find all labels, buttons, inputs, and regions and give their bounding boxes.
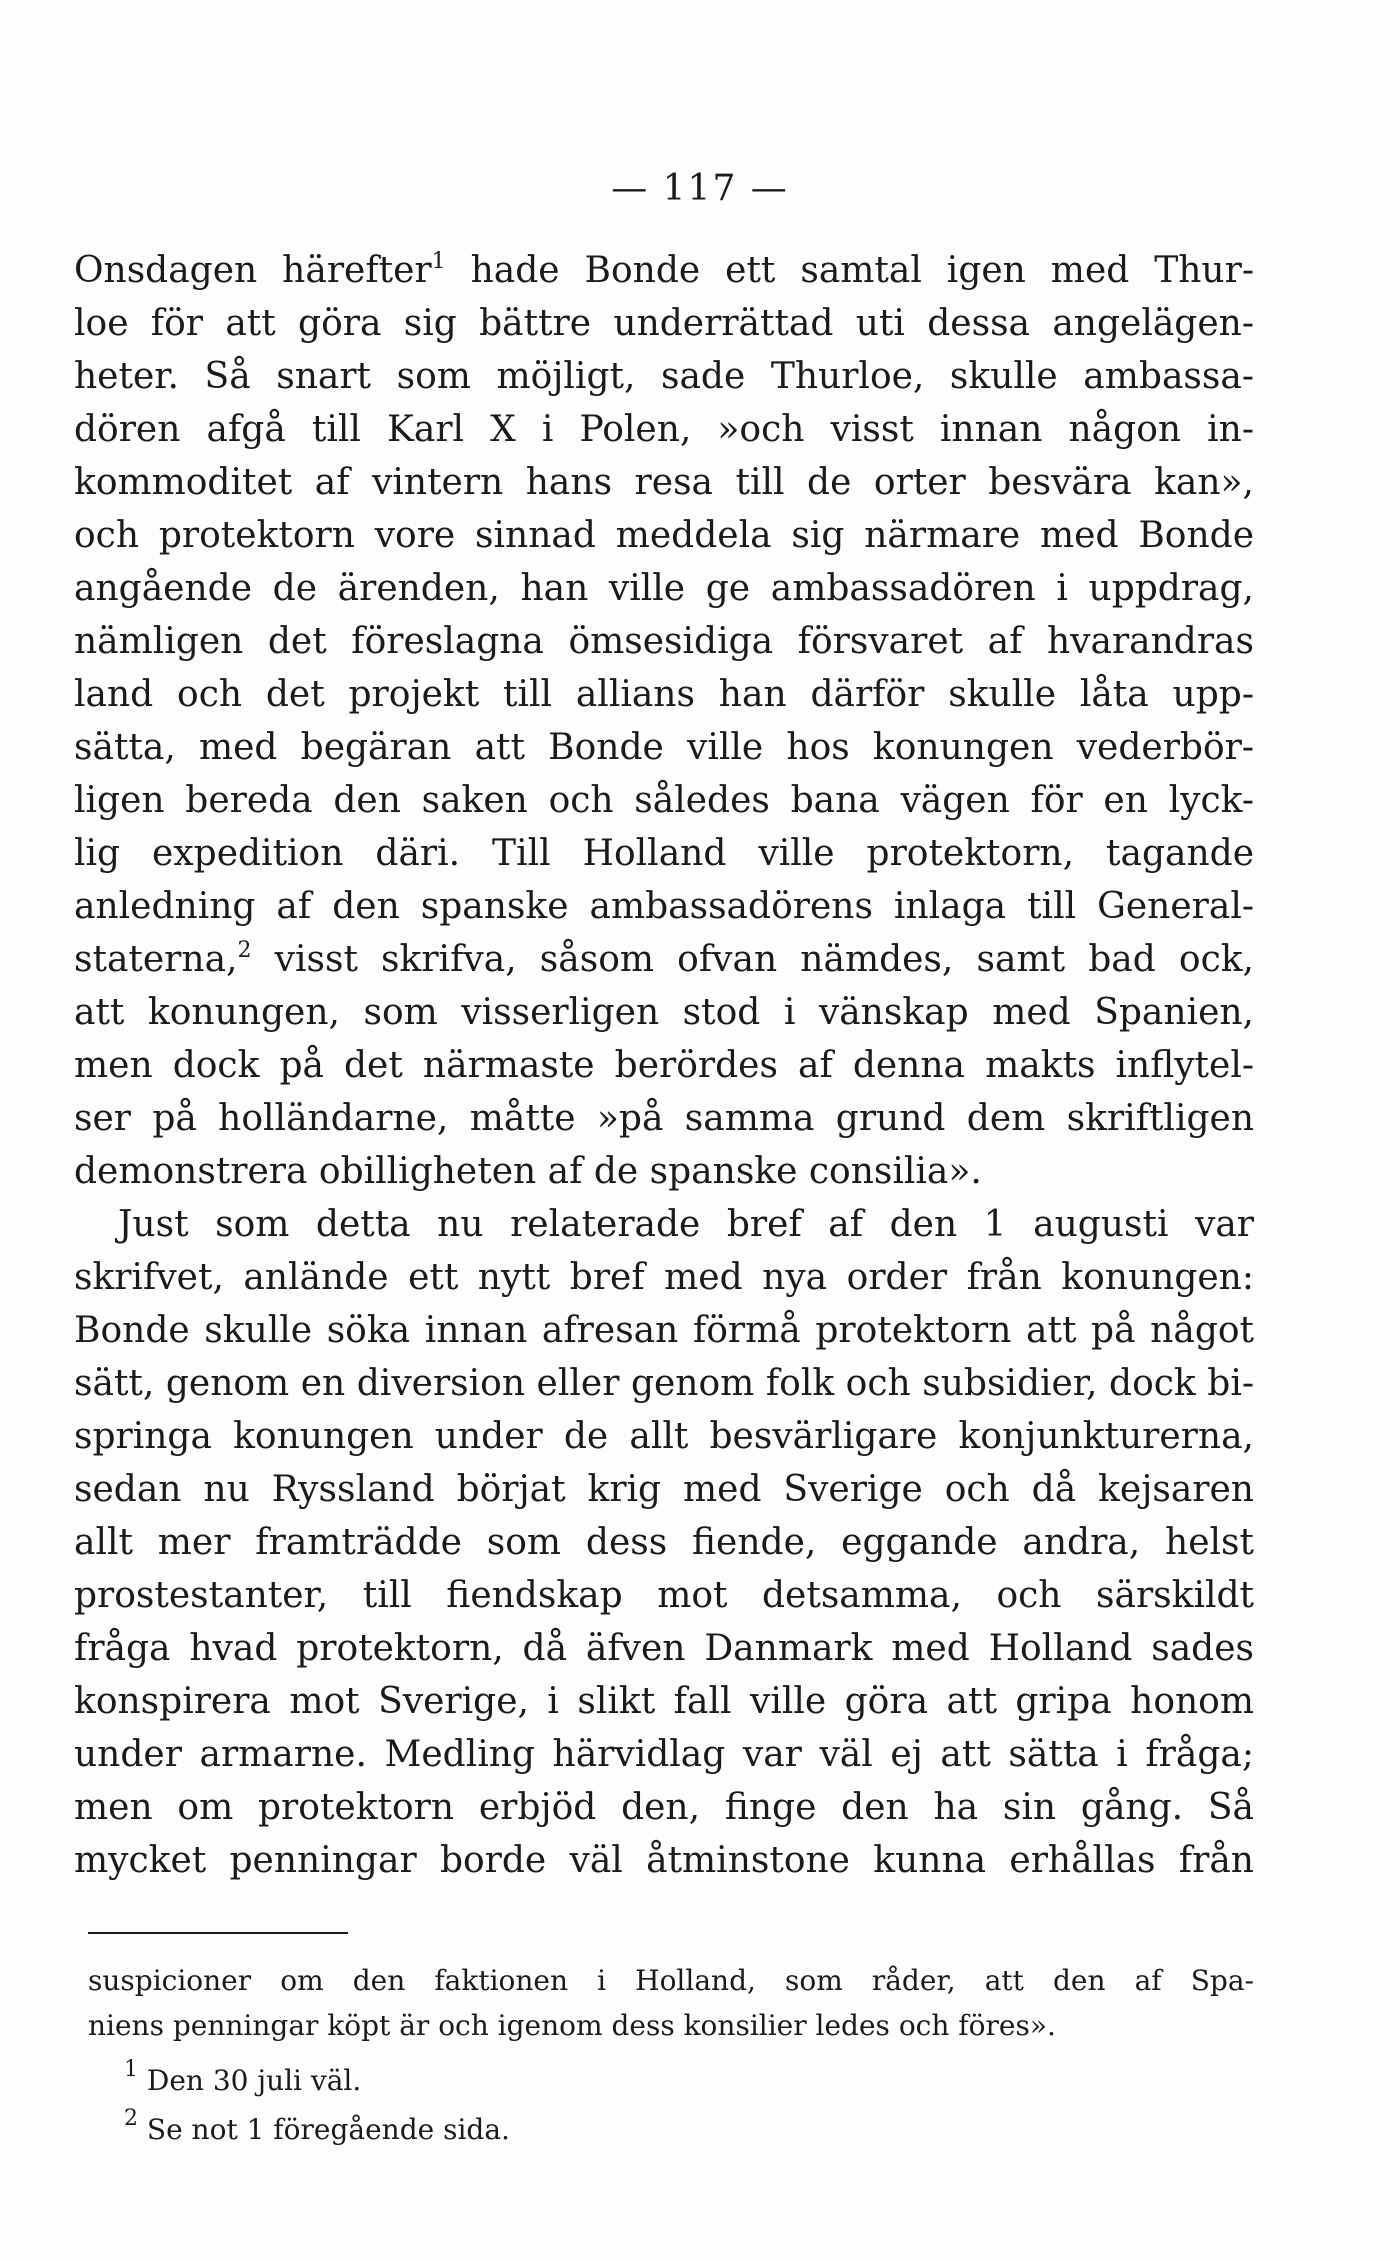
- footnote-text: Se not 1 föregående sida.: [138, 2113, 510, 2146]
- main-text: [74, 244, 1254, 1887]
- footnote-continuation-line: suspicioner om den faktionen i Holland, som råder, att den af Spa-: [88, 1964, 1254, 1997]
- page-number: — 117 —: [611, 168, 789, 209]
- text-line: [74, 1569, 1254, 1622]
- text-line: [74, 562, 1254, 615]
- footnote-reference: 2: [237, 938, 252, 963]
- text-line: [74, 721, 1254, 774]
- text-line: [74, 1622, 1254, 1675]
- text-line-content: fråga hvad protektorn, då äfven Danmark med Holland sades: [74, 1628, 1254, 1669]
- footnote-mark: 1: [124, 2057, 138, 2082]
- text-line-content: konspirera mot Sverige, i slikt fall ville göra att gripa honom: [74, 1681, 1254, 1722]
- text-line: [74, 1092, 1254, 1145]
- footnote-text: Den 30 juli väl.: [138, 2064, 362, 2097]
- text-line-content: hade Bonde ett samtal igen med Thur-: [445, 250, 1254, 291]
- text-line-content: sedan nu Ryssland börjat krig med Sverige och då kejsaren: [74, 1469, 1254, 1510]
- text-line: [74, 244, 1254, 297]
- text-line-content: Onsdagen härefter: [74, 250, 432, 291]
- text-line-content: anledning af den spanske ambassadörens inlaga till General-: [74, 886, 1254, 927]
- text-line: [74, 986, 1254, 1039]
- text-line-content: mycket penningar borde väl åtminstone kunna erhållas från: [74, 1840, 1254, 1881]
- text-line-content: under armarne. Medling härvidlag var väl ej att sätta i fråga;: [74, 1734, 1254, 1775]
- text-line-content: Just som detta nu relaterade bref af den 1 augusti var: [118, 1204, 1254, 1245]
- text-line: [74, 827, 1254, 880]
- text-line: [74, 1728, 1254, 1781]
- text-line: [74, 1304, 1254, 1357]
- text-line: [74, 880, 1254, 933]
- text-line: [74, 350, 1254, 403]
- text-line-content: prostestanter, till fiendskap mot detsamma, och särskildt: [74, 1575, 1254, 1616]
- text-line: [74, 933, 1254, 986]
- text-line: [74, 1516, 1254, 1569]
- footnote-continuation-line: niens penningar köpt är och igenom dess konsilier ledes och föres».: [88, 2009, 1056, 2042]
- text-line-content: nämligen det föreslagna ömsesidiga försvaret af hvarandras: [74, 621, 1254, 662]
- text-line-content: sätta, med begäran att Bonde ville hos konungen vederbör-: [74, 727, 1254, 768]
- text-line: [74, 1675, 1254, 1728]
- text-line-content: ligen bereda den saken och således bana vägen för en lyck-: [74, 780, 1254, 821]
- text-line: [74, 1039, 1254, 1092]
- text-line-content: men om protektorn erbjöd den, finge den ha sin gång. Så: [74, 1787, 1254, 1828]
- text-line-content: skrifvet, anlände ett nytt bref med nya order från konungen:: [74, 1257, 1254, 1298]
- text-line: [74, 1781, 1254, 1834]
- text-line-content: ser på holländarne, måtte »på samma grund dem skriftligen: [74, 1098, 1254, 1139]
- text-line-content: sätt, genom en diversion eller genom folk och subsidier, dock bi-: [74, 1363, 1254, 1404]
- text-line-content: visst skrifva, såsom ofvan nämdes, samt bad ock,: [251, 939, 1254, 980]
- footnote-rule: [88, 1932, 348, 1934]
- text-line-content: staterna,: [74, 939, 238, 980]
- text-line-content: loe för att göra sig bättre underrättad uti dessa angelägen-: [74, 303, 1254, 344]
- footnote-mark: 2: [124, 2106, 138, 2131]
- text-line-content: Bonde skulle söka innan afresan förmå protektorn att på något: [74, 1310, 1254, 1351]
- text-line: [74, 1410, 1254, 1463]
- text-line: [74, 297, 1254, 350]
- text-line-content: kommoditet af vintern hans resa till de orter besvära kan»,: [74, 462, 1254, 503]
- text-line-content: lig expedition däri. Till Holland ville protektorn, tagande: [74, 833, 1254, 874]
- text-line: [74, 1145, 1254, 1198]
- text-line: [74, 509, 1254, 562]
- text-line: [74, 615, 1254, 668]
- footnote-2: [88, 2107, 1254, 2152]
- text-line: [74, 1834, 1254, 1887]
- text-line-content: demonstrera obilligheten af de spanske consilia».: [74, 1151, 982, 1192]
- text-line-content: heter. Så snart som möjligt, sade Thurloe, skulle ambassa-: [74, 356, 1254, 397]
- text-line-content: allt mer framträdde som dess fiende, eggande andra, helst: [74, 1522, 1254, 1563]
- text-line: [74, 1463, 1254, 1516]
- text-line-content: angående de ärenden, han ville ge ambassadören i uppdrag,: [74, 568, 1254, 609]
- text-line: [74, 403, 1254, 456]
- text-line-content: land och det projekt till allians han därför skulle låta upp-: [74, 674, 1254, 715]
- text-line: [74, 456, 1254, 509]
- text-line-content: springa konungen under de allt besvärligare konjunkturerna,: [74, 1416, 1254, 1457]
- text-line-content: dören afgå till Karl X i Polen, »och visst innan någon in-: [74, 409, 1254, 450]
- footnote-1: [88, 2058, 1254, 2103]
- text-line-content: och protektorn vore sinnad meddela sig närmare med Bonde: [74, 515, 1254, 556]
- text-line: [74, 668, 1254, 721]
- text-line: [74, 1251, 1254, 1304]
- text-line: [74, 1357, 1254, 1410]
- text-line-content: men dock på det närmaste berördes af denna makts inflytel-: [74, 1045, 1254, 1086]
- text-line: [74, 774, 1254, 827]
- text-line-content: att konungen, som visserligen stod i vänskap med Spanien,: [74, 992, 1254, 1033]
- footnotes: [88, 1958, 1254, 2152]
- text-line: [74, 1198, 1254, 1251]
- footnote-reference: 1: [431, 249, 446, 274]
